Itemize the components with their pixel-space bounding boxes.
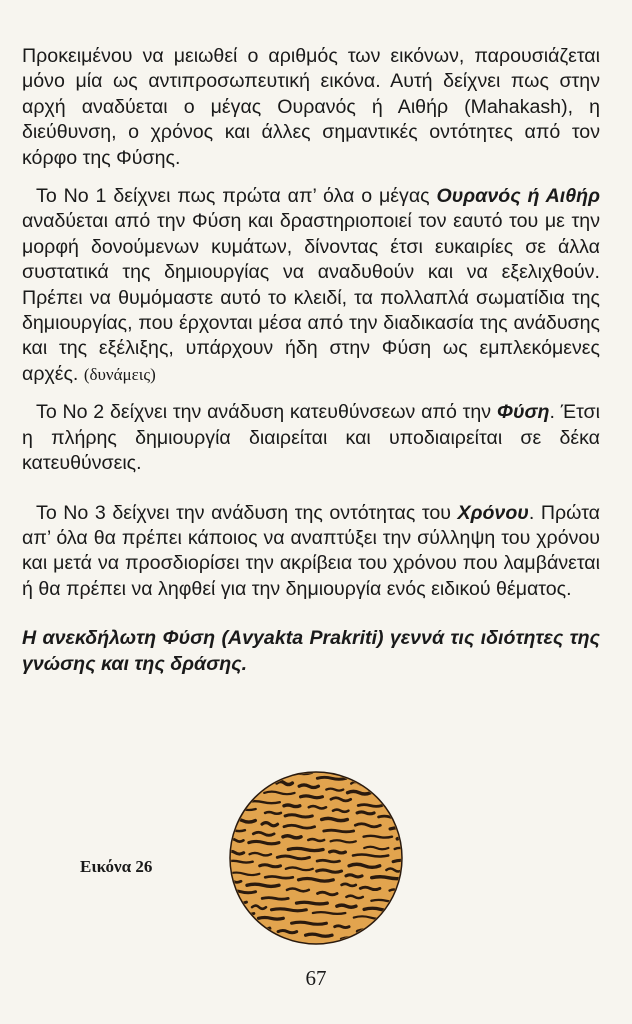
wave-stroke xyxy=(317,860,339,862)
paragraph-no3-rest: . Πρώτα απ’ όλα θα πρέπει κάποιος να αναπτύξει την σύλληψη του χρόνου και μετά να προσδιορίσει την ακρίβεια του χρόνου που λαμβάνεται ή θα πρέπει να ληφθεί για την δημιουργία ενός ειδικού θέματος. xyxy=(22,501,600,600)
wave-stroke xyxy=(337,905,356,907)
wave-stroke xyxy=(228,776,242,779)
wave-stroke xyxy=(335,926,349,928)
wave-stroke xyxy=(228,788,255,791)
wave-stroke xyxy=(272,909,307,911)
figure-26-illustration xyxy=(228,770,404,946)
wave-stroke xyxy=(322,818,348,820)
paragraph-no2-rest: . Έτσι η πλήρης δημιουργία διαιρείται και υποδιαιρείται σε δέκα κατευθύνσεις. xyxy=(22,401,600,475)
paragraph-no1-start: Το Νο 1 δείχνει πως πρώτα απ’ όλα ο μέγας xyxy=(36,185,437,208)
section-heading: Η ανεκδήλωτη Φύση (Avyakta Prakriti) γεννά τις ιδιότητες της γνώσης και της δράσης. xyxy=(22,627,600,675)
wave-stroke xyxy=(228,798,239,800)
wave-stroke xyxy=(284,805,300,807)
paragraph-no2-start: Το Νο 2 δείχνει την ανάδυση κατευθύνσεων από την xyxy=(36,401,497,424)
paragraph-no1-note: (δυνάμεις) xyxy=(83,364,156,384)
wave-stroke xyxy=(306,934,332,936)
wave-stroke xyxy=(265,812,281,814)
paragraph-no1-rest: αναδύεται από την Φύση και δραστηριοποιεί τον εαυτό του με την μορφή δονούμενων κυμάτων, δίνοντας έτσι ευκαιρίες σε άλλα συστατικά της δημιουργίας να αναδυθούν και να εξελιχθούν. Πρέπει να θυμόμαστε αυτό το κλειδί, τα πολλαπλά σωματίδια της δημιουργίας, που έρχονται μέσα από την διαδικασία της ανάδυσης και της εξέλιξης, υπάρχουν ήδη στην Φύση ως εμπλεκόμενες αρχές. xyxy=(22,210,600,385)
wave-stroke xyxy=(265,876,293,878)
wave-stroke xyxy=(373,784,404,786)
emphasis-xronou: Χρόνου xyxy=(457,501,529,524)
wave-stroke xyxy=(259,770,275,773)
wave-stroke xyxy=(297,902,328,904)
paragraph-no3-start: Το Νο 3 δείχνει την ανάδυση της οντότητας του xyxy=(36,501,458,524)
wave-stroke xyxy=(324,830,354,832)
wave-stroke xyxy=(330,851,346,853)
wave-stroke xyxy=(262,898,288,900)
wave-stroke xyxy=(390,932,404,935)
page-number: 67 xyxy=(305,966,327,990)
wave-stroke xyxy=(357,812,374,814)
paragraph-no3 xyxy=(22,501,600,603)
wave-stroke xyxy=(391,806,404,808)
figure-caption: Εικόνα 26 xyxy=(80,857,153,876)
wave-stroke xyxy=(380,942,404,944)
wave-stroke xyxy=(402,913,404,916)
body-text xyxy=(22,44,600,677)
wave-stroke xyxy=(358,805,382,807)
wave-stroke xyxy=(259,918,284,920)
intro-paragraph: Προκειμένου να μειωθεί ο αριθμός των εικόνων, παρουσιάζεται μόνο μία ως αντιπροσωπευτική εικόνα. Αυτή δείχνει πως στην αρχή αναδύεται ο μέγας Ουρανός ή Αιθήρ (Mahakash), η διεύθυνση, ο χρόνος και άλλες σημαντικές οντότητες από τον κόρφο της Φύσης. xyxy=(22,45,600,169)
wave-stroke xyxy=(228,925,245,927)
emphasis-fysi: Φύση xyxy=(496,401,550,424)
wave-stroke xyxy=(249,780,270,782)
paragraph-no2 xyxy=(22,400,600,476)
wave-stroke xyxy=(379,816,402,818)
wave-stroke xyxy=(392,921,404,924)
wave-stroke xyxy=(283,836,301,838)
wave-stroke xyxy=(301,796,323,798)
paragraph-no1 xyxy=(22,184,600,387)
wave-stroke xyxy=(377,794,401,796)
emphasis-ouranos: Ουρανός ή Αιθήρ xyxy=(436,185,600,208)
